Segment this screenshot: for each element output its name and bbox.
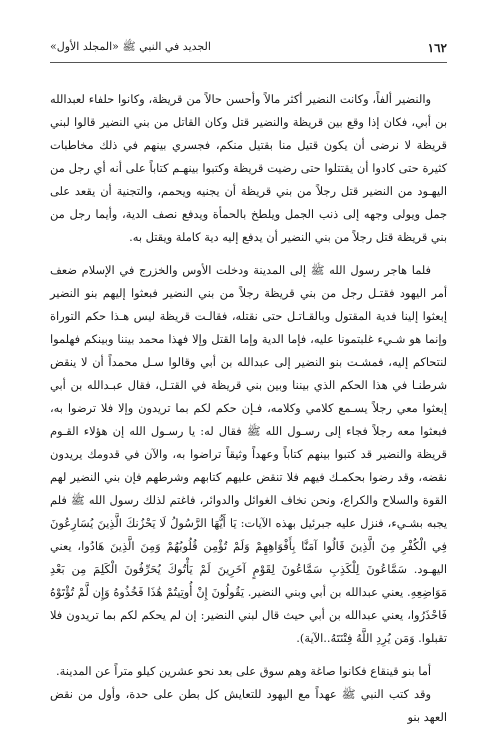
paragraph: والنضير ألفاً، وكانت النضير أكثر مالاً وأحسن حالاً من قريظة، وكانوا حلفاء لعبدالله بن أبي، فكان إذا وقع بين قريظة والنضير قتل وكان القاتل من بني النضير قالوا لبني قريظة لا نرضى أن يكون قتيل منا بقتيل منكم، فجسري بينهم في ذلك مخاطبات كثيرة حتى كادوا أن يقتتلوا حتى رضيت قريظة وكتبوا بينهـم كتاباً على أنه أي رجل من اليهـود من النضير قتل رجلاً من بني قريظة أن يجنيه ويحمم، والتجنية أن يقعد على جمل ويولى وجهه إلى ذنب الجمل ويلطخ بالحمأة ويدفع نصف الدية، وأيما رجل من بني قريظة قتل رجلاً من بني النضير أن يدفع إليه دية كاملة ويقتل به. bbox=[50, 92, 447, 244]
page-number: ١٦٢ bbox=[427, 41, 447, 55]
running-title: الجديد في النبي ﷺ «المجلد الأول» bbox=[50, 40, 211, 53]
page-header bbox=[50, 40, 447, 56]
header-rule bbox=[50, 62, 447, 63]
paragraph: أما بنو قينقاع فكانوا صاغة وهم سوق على بعد نحو عشرين كيلو متراً عن المدينة. bbox=[56, 664, 431, 678]
paragraph: فلما هاجر رسول الله ﷺ إلى المدينة ودخلت الأوس والخزرج في الإسلام ضعف أمر اليهود فقتـل رجل من بني قريظة رجلاً من بني النضير فبعثوا إليهم بنو النضير إبعثوا إلينا فدية المقتول وبالقـاتـل حتى نقتله، فقالـت قريظة ليس هـذا حكم التوراة وإنما هو شـيء غلبتمونا عليه، فإما الدية وإما القتل وإلا فهذا محمد بيننا وبينكم فهلموا لنتحاكم إليه، فمشـت بنو النضير إلى عبدالله بن أبي وقالوا سـل محمداً أن لا ينقض شرطنـا في هذا الحكم الذي بيننا وبين بني قريظة في القتـل، فقال عبـدالله بن أبي إبعثوا معي رجلاً يسـمع كلامي وكلامه، فـإن حكم لكم بما تريدون وإلا فلا ترضوا به، فبعثوا معه رجلاً فجاء إلى رسـول الله ﷺ فقال له: يا رسـول الله إن هؤلاء القـوم قريظة والنضير قد كتبوا بينهم كتاباً وعهداً وثيقاً تراضوا به، والآن في قدومك يريدون نقضه، وقد رضوا بحكمـك فيهم فلا تنقض عليهم كتابهم وشرطهم فإن بني النضير لهم القوة والسلاح والكراع، ونحن نخاف الغوائل والدوائر، فاغتم لذلك رسول الله ﷺ فلم يجبه بشـيء، فنزل عليه جبرئيل بهذه الآيات: يَا أَيُّهَا الرَّسُولُ لَا يَحْزُنكَ الَّذِينَ يُسَارِعُونَ فِي الْكُفْرِ مِنَ الَّذِينَ قَالُوا آمَنَّا بِأَفْوَاهِهِمْ وَلَمْ تُؤْمِن قُلُوبُهُمْ وَمِنَ الَّذِينَ هَادُوا، يعني اليهـود. سَمَّاعُونَ لِلْكَذِبِ سَمَّاعُونَ لِقَوْمٍ آخَرِينَ لَمْ يَأْتُوكَ يُحَرِّفُونَ الْكَلِمَ مِن بَعْدِ مَوَاضِعِهِ. يعني عبدالله بن أبي وبني النضير. يَقُولُونَ إِنْ أُوتِيتُمْ هَٰذَا فَخُذُوهُ وَإِن لَّمْ تُؤْتَوْهُ فَاحْذَرُوا، يعني عبدالله بن أبي حيث قال لبني النضير: إن لم يحكم لكم بما تريدون فلا تقبلوا. وَمَن يُرِدِ اللَّهُ فِتْنَتَهُ..الآية). bbox=[50, 263, 447, 645]
paragraph: وقد كتب النبي ﷺ عهداً مع اليهود للتعايش كل بطن على حدة، وأول من نقض العهد بنو bbox=[50, 687, 447, 724]
body-text bbox=[50, 88, 447, 729]
